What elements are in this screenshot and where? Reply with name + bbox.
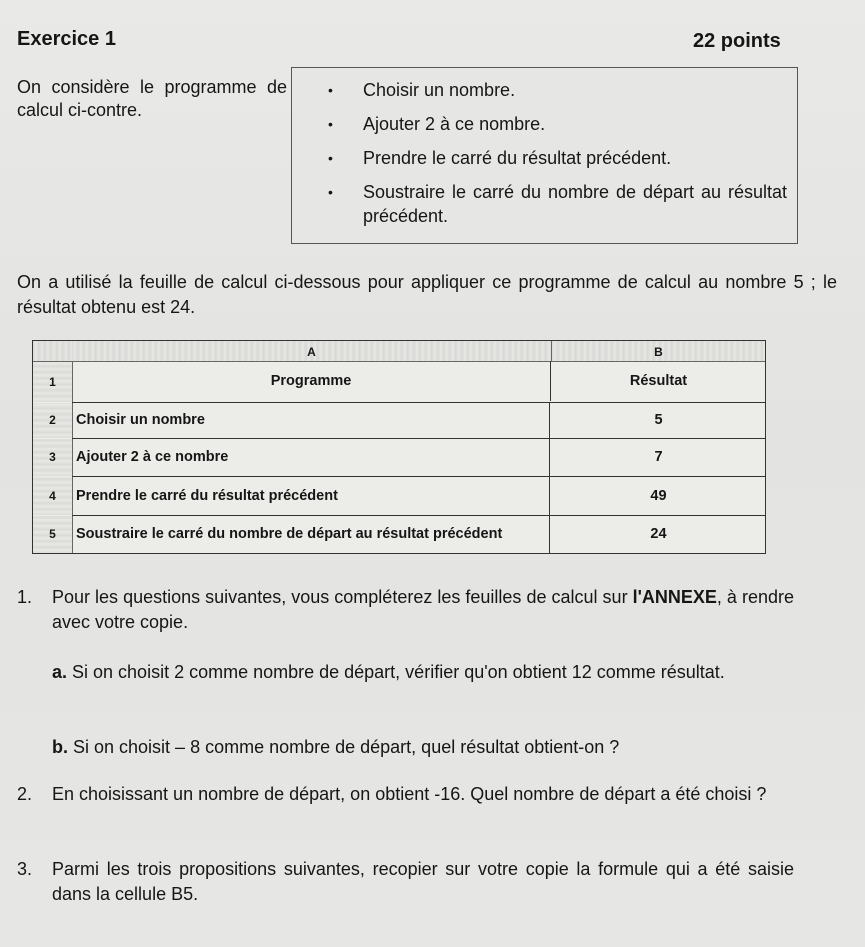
program-step: • Choisir un nombre.	[363, 78, 787, 102]
column-header-a: A	[72, 341, 552, 362]
cell-b3[interactable]: 7	[654, 449, 663, 465]
corner-cell	[33, 341, 72, 362]
question-text-part: Pour les questions suivantes, vous compléterez les feuilles de calcul sur	[52, 587, 633, 607]
program-box	[291, 67, 798, 244]
question-number: 2.	[17, 784, 33, 804]
points-label: 22 points	[693, 30, 781, 52]
question-text	[52, 735, 794, 760]
program-step: • Ajouter 2 à ce nombre.	[363, 112, 787, 136]
sub-question-label: b.	[52, 737, 68, 757]
sub-question-label: a.	[52, 662, 68, 682]
cell-b2[interactable]: 5	[654, 412, 663, 428]
table-row	[72, 476, 765, 515]
row-number: 1	[33, 362, 73, 402]
question-text	[52, 660, 794, 685]
table-row	[72, 361, 765, 401]
question-text	[52, 585, 794, 635]
spreadsheet	[32, 340, 766, 554]
row-number: 5	[33, 516, 73, 553]
question-text: En choisissant un nombre de départ, on obtient -16. Quel nombre de départ a été choisi ?	[52, 784, 767, 804]
cell-b5[interactable]: 24	[650, 526, 667, 542]
table-row	[72, 402, 765, 438]
row-number: 3	[33, 439, 73, 476]
program-step: • Soustraire le carré du nombre de départ au résultat précédent.	[363, 180, 787, 228]
question-text-part: Si on choisit 2 comme nombre de départ, vérifier qu'on obtient 12 comme résultat.	[67, 662, 725, 682]
intro-text: On considère le programme de calcul ci-contre.	[17, 77, 287, 120]
row-number: 2	[33, 403, 73, 438]
cell-b1[interactable]: Résultat	[629, 373, 688, 389]
cell-a5[interactable]: Soustraire le carré du nombre de départ au résultat précédent	[72, 516, 550, 553]
question-text-part: , à rendre avec votre copie.	[52, 587, 794, 632]
exercise-title: Exercice 1	[17, 28, 116, 50]
question-number: 1.	[17, 587, 33, 607]
question-text-part: Si on choisit – 8 comme nombre de départ, quel résultat obtient-on ?	[68, 737, 620, 757]
table-row	[72, 515, 765, 553]
question-number: 3.	[17, 859, 33, 879]
cell-a3[interactable]: Ajouter 2 à ce nombre	[72, 439, 550, 476]
question-text: Parmi les trois propositions suivantes, recopier sur votre copie la formule qui a été saisie dans la cellule B5.	[52, 859, 794, 904]
program-step: • Prendre le carré du résultat précédent.	[363, 146, 787, 170]
cell-a1[interactable]: Programme	[72, 361, 551, 401]
row-number: 4	[33, 477, 73, 515]
cell-a4[interactable]: Prendre le carré du résultat précédent	[72, 477, 550, 515]
annexe-reference: l'ANNEXE	[632, 587, 717, 607]
column-header-b: B	[552, 341, 765, 362]
cell-a2[interactable]: Choisir un nombre	[72, 403, 550, 438]
description-paragraph: On a utilisé la feuille de calcul ci-dessous pour appliquer ce programme de calcul au nombre 5 ; le résultat obtenu est 24.	[17, 272, 837, 317]
table-row	[72, 438, 765, 476]
cell-b4[interactable]: 49	[650, 488, 667, 504]
